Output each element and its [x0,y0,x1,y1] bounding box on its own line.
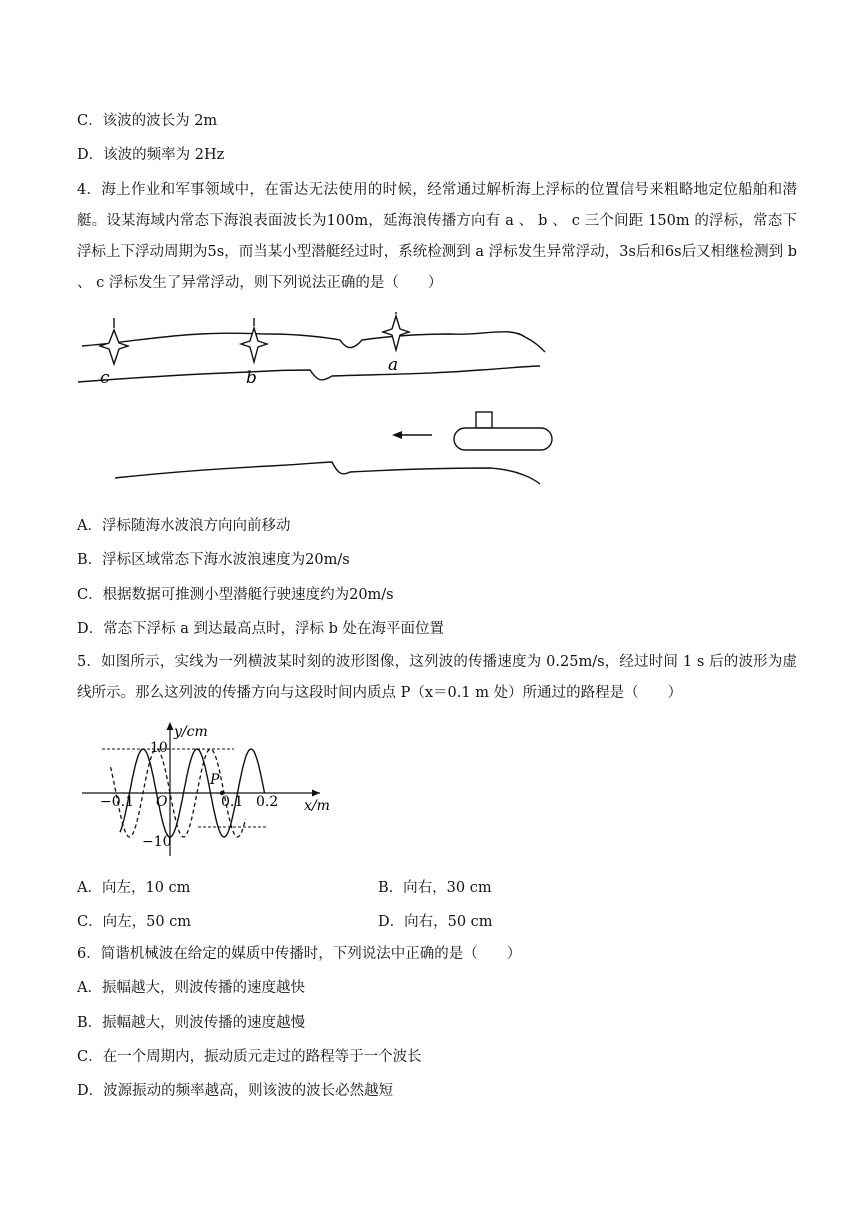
point-p-label: P [210,772,220,788]
x-tick-neg-0.1: −0.1 [100,794,134,810]
x-tick-0.2: 0.2 [256,794,279,810]
y-axis-label: y/cm [174,724,208,740]
buoy-c-label: c [100,368,110,388]
q4-option-a: A．浮标随海水波浪方向向前移动 [77,518,291,534]
q3-option-c: C．该波的波长为 2m [77,113,218,129]
x-axis-label: x/m [304,798,330,814]
q5-option-b: B．向右，30 cm [378,880,492,896]
y-max-label: 10 [150,740,168,756]
buoy-b-label: b [246,368,257,388]
q6-option-c: C．在一个周期内，振动质元走过的路程等于一个波长 [77,1049,422,1065]
q6-option-a: A．振幅越大，则波传播的速度越快 [77,980,305,996]
q6-option-b: B．振幅越大，则波传播的速度越慢 [77,1015,306,1031]
y-min-label: −10 [142,834,172,850]
q5-stem: 5．如图所示，实线为一列横波某时刻的波形图像，这列波的传播速度为 0.25m/s，经过时间 1 s 后的波形为虚线所示。那么这列波的传播方向与这段时间内质点 P（x＝0.1 m 处）所通过的路程是（ ） [77,654,797,701]
x-tick-0.1: 0.1 [221,794,244,810]
buoy-a-label: a [388,355,399,375]
q4-option-c: C．根据数据可推测小型潜艇行驶速度约为20m/s [77,587,394,603]
q6-option-d: D．波源振动的频率越高，则该波的波长必然越短 [77,1083,394,1099]
q4-option-b: B．浮标区域常态下海水波浪速度为20m/s [77,552,350,568]
q5-option-a: A．向左，10 cm [77,880,191,896]
q3-option-d: D．该波的频率为 2Hz [77,147,225,163]
origin-label: O [156,794,168,810]
q6-stem: 6．简谐机械波在给定的媒质中传播时，下列说法中正确的是（ ） [77,946,522,962]
q5-option-c: C．向左，50 cm [77,914,192,930]
q4-buoy-submarine-figure [70,312,570,492]
q4-option-d: D．常态下浮标 a 到达最高点时，浮标 b 处在海平面位置 [77,621,444,637]
q5-option-d: D．向右，50 cm [378,914,493,930]
q4-stem: 4．海上作业和军事领域中，在雷达无法使用的时候，经常通过解析海上浮标的位置信号来粗略地定位船舶和潜艇。设某海域内常态下海浪表面波长为100m，延海浪传播方向有 a 、 b 、 c 三个间距 150m 的浮标，常态下浮标上下浮动周期为5s，而当某小型潜艇经过时，系统检测到 a 浮标发生异常浮动，3s后和6s后又相继检测到 b 、 c 浮标发生了异常浮动，则下列说法正确的是（ ） [77,182,797,291]
q5-wave-graph [78,716,348,861]
